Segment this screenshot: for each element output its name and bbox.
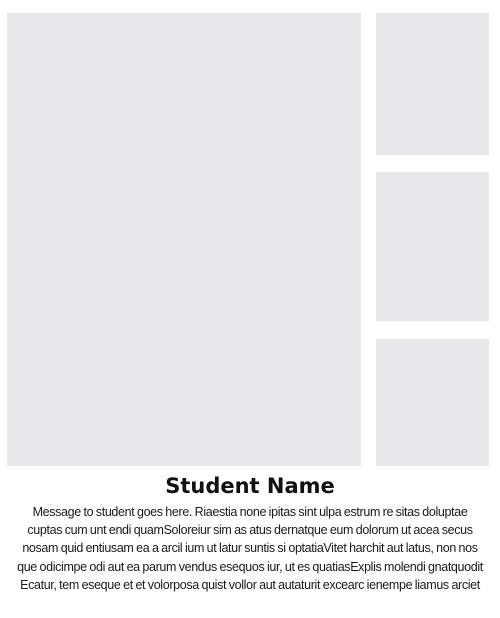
side-photo-placeholder-2[interactable] bbox=[376, 172, 489, 321]
side-photo-placeholder-1[interactable] bbox=[376, 13, 489, 155]
main-photo-placeholder[interactable] bbox=[7, 13, 361, 466]
message-line-2: cuptas cum unt endi quamSoloreiur sim as atus dernatque eum dolorum ut acea secus bbox=[27, 523, 473, 538]
student-message bbox=[8, 503, 492, 594]
message-line-5: Ecatur, tem eseque et et volorposa quist vollor aut autaturit excearc ienempe liamus arciet bbox=[20, 577, 480, 592]
student-name-heading: Student Name bbox=[165, 474, 335, 498]
message-line-3: nosam quid entiusam ea a arcil ium ut latur suntis si optatiaVitet harchit aut latus, non nos bbox=[22, 541, 478, 556]
side-photo-placeholder-3[interactable] bbox=[376, 339, 489, 466]
message-line-4: que odicimpe odi aut ea parum vendus esequos iur, ut es quatiasExplis molendi gnatquodit bbox=[17, 559, 483, 574]
message-line-1: Message to student goes here. Riaestia none ipitas sint ulpa estrum re sitas doluptae bbox=[32, 505, 468, 519]
